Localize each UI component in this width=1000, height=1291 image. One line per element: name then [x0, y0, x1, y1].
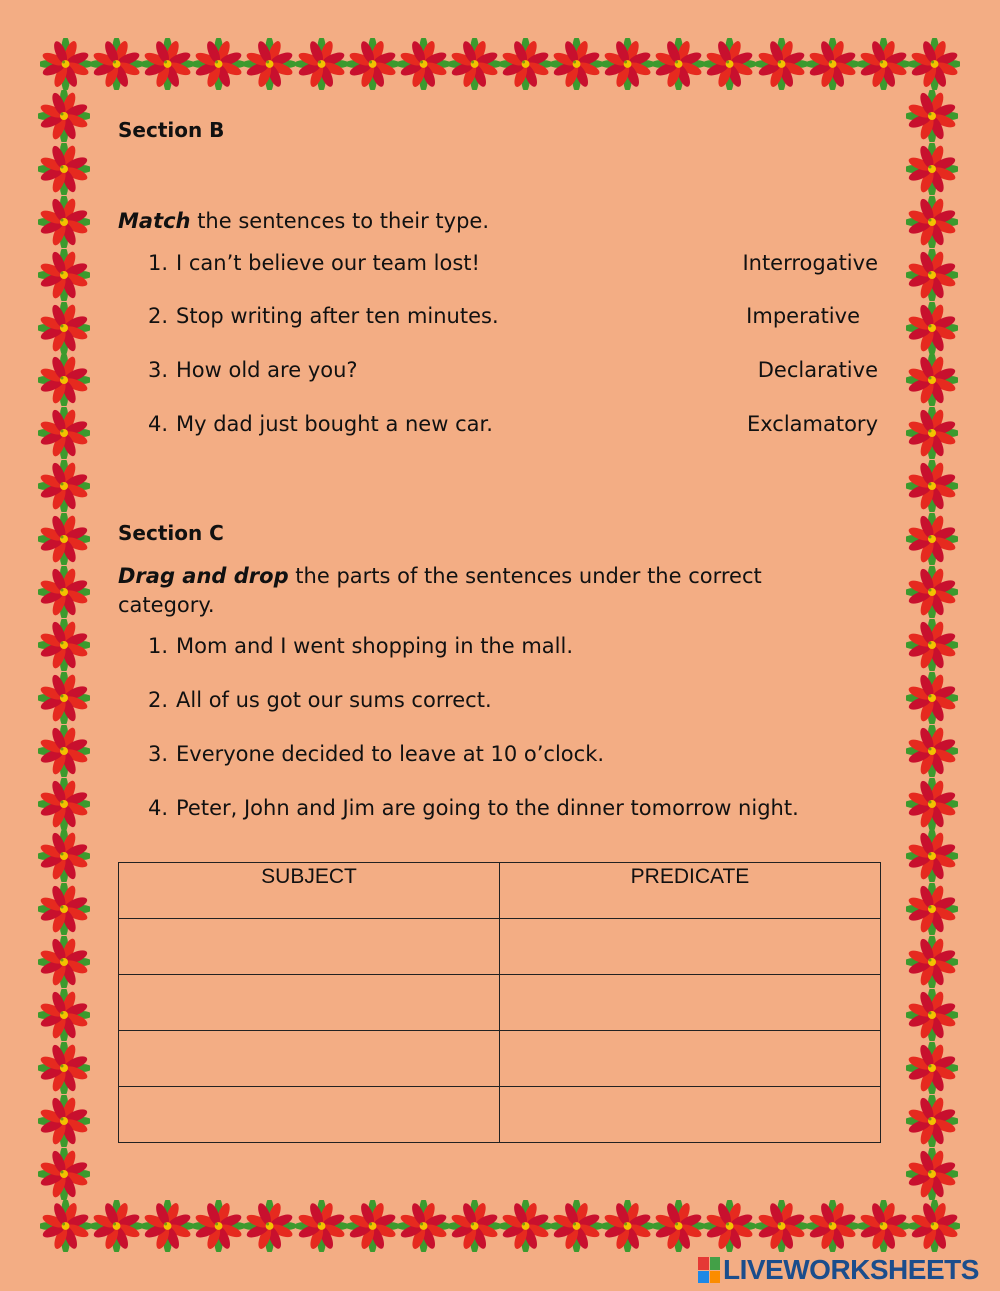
poinsettia-icon — [38, 1042, 90, 1094]
poinsettia-icon — [807, 38, 858, 90]
poinsettia-icon — [906, 1148, 958, 1200]
poinsettia-icon — [906, 1095, 958, 1147]
poinsettia-icon — [38, 936, 90, 988]
match-type[interactable]: Exclamatory — [746, 412, 878, 436]
predicate-drop-cell[interactable] — [500, 1087, 881, 1143]
border-top — [40, 38, 960, 90]
poinsettia-icon — [38, 302, 90, 354]
poinsettia-icon — [909, 1200, 960, 1252]
poinsettia-icon — [38, 354, 90, 406]
poinsettia-icon — [193, 1200, 244, 1252]
match-type[interactable]: Declarative — [757, 358, 878, 382]
poinsettia-icon — [449, 1200, 500, 1252]
poinsettia-icon — [756, 1200, 807, 1252]
poinsettia-icon — [500, 38, 551, 90]
poinsettia-icon — [906, 249, 958, 301]
poinsettia-icon — [38, 513, 90, 565]
poinsettia-icon — [347, 1200, 398, 1252]
poinsettia-icon — [398, 1200, 449, 1252]
poinsettia-icon — [551, 1200, 602, 1252]
poinsettia-icon — [142, 1200, 193, 1252]
border-bottom — [40, 1200, 960, 1252]
poinsettia-icon — [38, 619, 90, 671]
poinsettia-icon — [38, 249, 90, 301]
poinsettia-icon — [906, 725, 958, 777]
poinsettia-icon — [906, 566, 958, 618]
poinsettia-icon — [906, 936, 958, 988]
subject-drop-cell[interactable] — [119, 1087, 500, 1143]
poinsettia-icon — [449, 38, 500, 90]
poinsettia-icon — [807, 1200, 858, 1252]
poinsettia-icon — [906, 778, 958, 830]
poinsettia-icon — [906, 354, 958, 406]
poinsettia-icon — [40, 1200, 91, 1252]
predicate-header: PREDICATE — [500, 863, 881, 919]
poinsettia-icon — [906, 989, 958, 1041]
predicate-drop-cell[interactable] — [500, 919, 881, 975]
subject-predicate-table — [118, 862, 881, 1143]
match-type[interactable]: Interrogative — [742, 251, 878, 275]
poinsettia-icon — [91, 38, 142, 90]
poinsettia-icon — [40, 38, 91, 90]
match-type[interactable]: Imperative — [746, 304, 860, 328]
poinsettia-icon — [296, 38, 347, 90]
poinsettia-icon — [38, 672, 90, 724]
poinsettia-icon — [906, 672, 958, 724]
poinsettia-icon — [704, 1200, 755, 1252]
poinsettia-icon — [38, 460, 90, 512]
poinsettia-icon — [858, 38, 909, 90]
poinsettia-icon — [38, 1095, 90, 1147]
drag-sentence[interactable]: 1. Mom and I went shopping in the mall. — [148, 634, 574, 658]
subject-drop-cell[interactable] — [119, 919, 500, 975]
section-c-instruction — [118, 562, 818, 620]
poinsettia-icon — [551, 38, 602, 90]
poinsettia-icon — [906, 143, 958, 195]
poinsettia-icon — [38, 989, 90, 1041]
poinsettia-icon — [906, 460, 958, 512]
drag-sentence[interactable]: 4. Peter, John and Jim are going to the dinner tomorrow night. — [148, 796, 799, 820]
predicate-drop-cell[interactable] — [500, 1031, 881, 1087]
poinsettia-icon — [38, 143, 90, 195]
liveworksheets-logo[interactable] — [698, 1254, 979, 1286]
poinsettia-icon — [398, 38, 449, 90]
poinsettia-icon — [602, 38, 653, 90]
poinsettia-icon — [347, 38, 398, 90]
section-b-instruction — [118, 207, 818, 236]
poinsettia-icon — [142, 38, 193, 90]
poinsettia-icon — [602, 1200, 653, 1252]
border-left — [38, 90, 90, 1200]
poinsettia-icon — [906, 302, 958, 354]
instruction-text: the parts of the sentences under the correct category. — [118, 564, 762, 617]
poinsettia-icon — [193, 38, 244, 90]
poinsettia-icon — [906, 90, 958, 142]
poinsettia-icon — [91, 1200, 142, 1252]
poinsettia-icon — [38, 407, 90, 459]
poinsettia-icon — [38, 196, 90, 248]
poinsettia-icon — [38, 883, 90, 935]
poinsettia-icon — [906, 407, 958, 459]
poinsettia-icon — [653, 38, 704, 90]
match-item[interactable] — [148, 251, 878, 275]
poinsettia-icon — [858, 1200, 909, 1252]
subject-drop-cell[interactable] — [119, 1031, 500, 1087]
poinsettia-icon — [296, 1200, 347, 1252]
poinsettia-icon — [244, 1200, 295, 1252]
match-sentence: 4. My dad just bought a new car. — [148, 412, 493, 436]
instruction-emphasis: Match — [118, 209, 191, 233]
poinsettia-icon — [38, 725, 90, 777]
poinsettia-icon — [38, 1148, 90, 1200]
drag-sentence[interactable]: 2. All of us got our sums correct. — [148, 688, 492, 712]
poinsettia-icon — [906, 883, 958, 935]
instruction-text: the sentences to their type. — [190, 209, 489, 233]
poinsettia-icon — [38, 566, 90, 618]
subject-drop-cell[interactable] — [119, 975, 500, 1031]
predicate-drop-cell[interactable] — [500, 975, 881, 1031]
poinsettia-icon — [653, 1200, 704, 1252]
poinsettia-icon — [906, 513, 958, 565]
instruction-emphasis: Drag and drop — [118, 564, 289, 588]
match-item[interactable] — [148, 304, 878, 328]
poinsettia-icon — [906, 619, 958, 671]
section-b-heading: Section B — [118, 118, 225, 142]
poinsettia-icon — [38, 90, 90, 142]
poinsettia-icon — [38, 830, 90, 882]
section-c-heading: Section C — [118, 521, 224, 545]
poinsettia-icon — [909, 38, 960, 90]
drag-sentence[interactable]: 3. Everyone decided to leave at 10 o’clock. — [148, 742, 605, 766]
poinsettia-icon — [906, 196, 958, 248]
match-sentence: 1. I can’t believe our team lost! — [148, 251, 480, 275]
match-item[interactable] — [148, 412, 878, 436]
border-right — [906, 90, 958, 1200]
poinsettia-icon — [244, 38, 295, 90]
poinsettia-icon — [500, 1200, 551, 1252]
logo-text: LIVEWORKSHEETS — [723, 1254, 979, 1285]
logo-icon — [698, 1257, 720, 1283]
match-item[interactable] — [148, 358, 878, 382]
poinsettia-icon — [756, 38, 807, 90]
poinsettia-icon — [38, 778, 90, 830]
poinsettia-icon — [704, 38, 755, 90]
match-sentence: 2. Stop writing after ten minutes. — [148, 304, 499, 328]
poinsettia-icon — [906, 830, 958, 882]
match-sentence: 3. How old are you? — [148, 358, 358, 382]
subject-header: SUBJECT — [119, 863, 500, 919]
poinsettia-icon — [906, 1042, 958, 1094]
